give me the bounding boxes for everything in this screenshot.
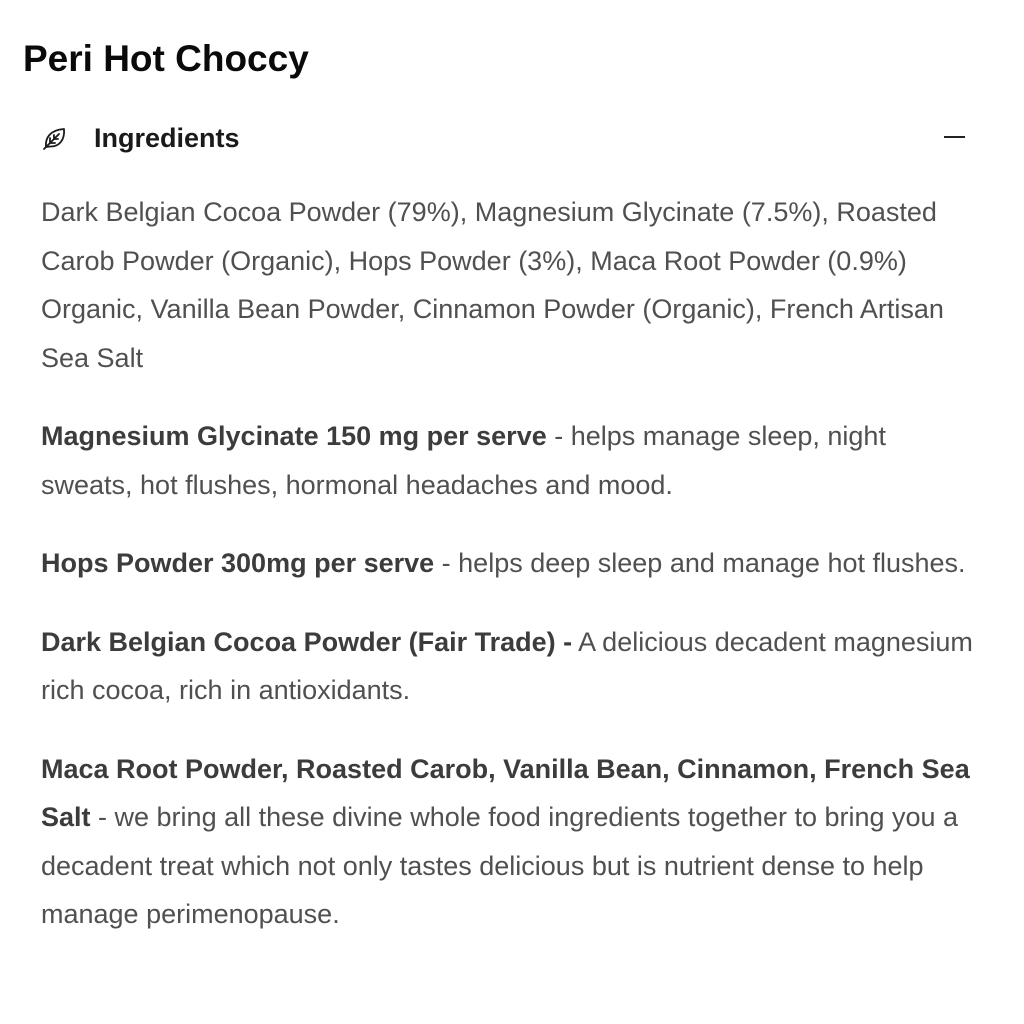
ingredients-list: Dark Belgian Cocoa Powder (79%), Magnesium Glycinate (7.5%), Roasted Carob Powder (Organic), Hops Powder (3%), Maca Root Powder (0.9%) Organic, Vanilla Bean Powder, Cinnamon Powder (Organic), French Artisan Sea Salt: [41, 197, 944, 373]
product-title: Peri Hot Choccy: [23, 38, 309, 79]
accordion-title: Ingredients: [94, 122, 240, 153]
benefit-name: Magnesium Glycinate 150 mg per serve: [41, 421, 547, 451]
benefit-item: [41, 539, 976, 588]
benefit-item: [41, 745, 976, 939]
benefit-item: [41, 412, 976, 509]
accordion-content: [41, 188, 976, 969]
leaf-icon: [41, 124, 69, 152]
benefit-name: Dark Belgian Cocoa Powder (Fair Trade) -: [41, 626, 573, 657]
benefit-name: Hops Powder 300mg per serve: [41, 548, 435, 578]
benefit-description: - helps manage sleep, night sweats, hot flushes, hormonal headaches and mood.: [41, 421, 886, 500]
benefit-name: Maca Root Powder, Roasted Carob, Vanilla Bean, Cinnamon, French Sea Salt: [41, 753, 970, 832]
benefit-description: A delicious decadent magnesium rich cocoa, rich in antioxidants.: [41, 626, 973, 705]
ingredients-accordion-header[interactable]: [41, 112, 969, 164]
minus-icon[interactable]: [944, 136, 965, 138]
benefit-description: - helps deep sleep and manage hot flushes.: [434, 548, 966, 578]
benefit-description: - we bring all these divine whole food ingredients together to bring you a decadent treat which not only tastes delicious but is nutrient dense to help manage perimenopause.: [41, 802, 959, 929]
benefit-item: [41, 618, 976, 715]
